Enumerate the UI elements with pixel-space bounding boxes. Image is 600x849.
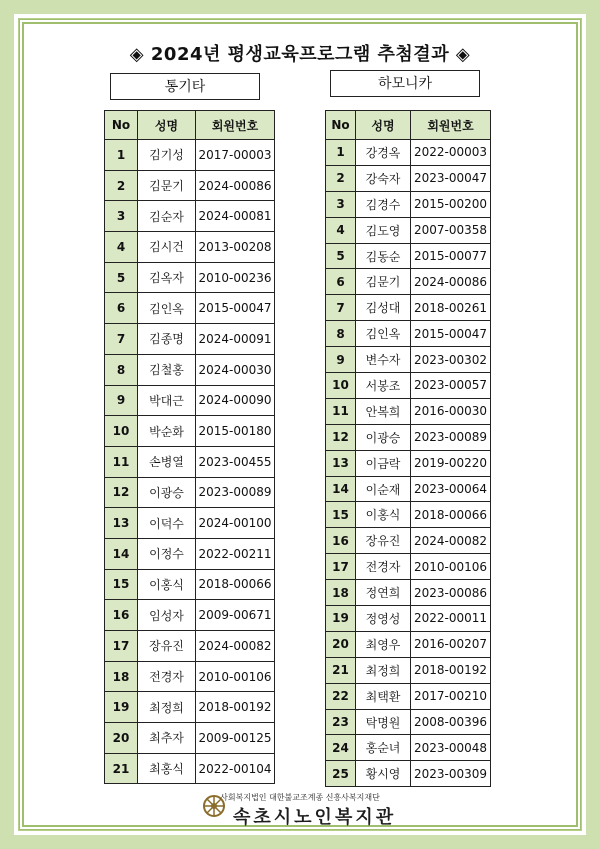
row-number: 1 [105,140,138,171]
row-number: 17 [105,631,138,662]
table-row [105,324,275,355]
row-number: 2 [105,170,138,201]
member-id: 2023-00086 [411,580,491,606]
table-row [326,683,491,709]
table-row [326,321,491,347]
row-number: 7 [105,324,138,355]
member-name: 강경옥 [356,140,411,166]
member-id: 2023-00309 [411,761,491,787]
member-name: 박순화 [138,416,196,447]
program-label-harmonica: 하모니카 [330,70,480,97]
member-id: 2022-00011 [411,606,491,632]
member-id: 2007-00358 [411,217,491,243]
table-row [105,262,275,293]
member-name: 김성대 [356,295,411,321]
table-row [326,191,491,217]
row-number: 20 [326,631,356,657]
row-number: 4 [105,232,138,263]
table-row [105,723,275,754]
member-id: 2022-00003 [411,140,491,166]
row-number: 15 [105,569,138,600]
member-name: 이광승 [356,424,411,450]
row-number: 16 [326,528,356,554]
table-row [326,735,491,761]
member-name: 김동순 [356,243,411,269]
member-name: 전경자 [138,661,196,692]
row-number: 13 [105,508,138,539]
row-number: 23 [326,709,356,735]
guitar-results-table [104,110,275,784]
table-row [105,232,275,263]
table-row [326,217,491,243]
member-name: 정연희 [356,580,411,606]
table-row [326,295,491,321]
member-id: 2013-00208 [196,232,275,263]
member-name: 김종명 [138,324,196,355]
table-row [105,201,275,232]
member-name: 이홍식 [356,502,411,528]
row-number: 14 [105,538,138,569]
member-id: 2017-00003 [196,140,275,171]
member-name: 최추자 [138,723,196,754]
table-row [326,657,491,683]
member-name: 김시건 [138,232,196,263]
member-id: 2016-00207 [411,631,491,657]
table-row [326,269,491,295]
table-row [105,170,275,201]
row-number: 18 [326,580,356,606]
member-name: 김문기 [138,170,196,201]
row-number: 18 [105,661,138,692]
member-name: 김도영 [356,217,411,243]
row-number: 12 [326,424,356,450]
row-number: 5 [105,262,138,293]
table-row [326,424,491,450]
member-name: 홍순녀 [356,735,411,761]
member-id: 2015-00077 [411,243,491,269]
member-id: 2009-00671 [196,600,275,631]
table-row [326,398,491,424]
table-row [105,446,275,477]
row-number: 7 [326,295,356,321]
member-name: 최영우 [356,631,411,657]
member-id: 2016-00030 [411,398,491,424]
row-number: 9 [326,347,356,373]
member-id: 2015-00180 [196,416,275,447]
row-number: 3 [105,201,138,232]
member-name: 이정수 [138,538,196,569]
row-number: 19 [105,692,138,723]
table-row [326,761,491,787]
member-name: 김옥자 [138,262,196,293]
member-name: 이금락 [356,450,411,476]
member-name: 탁명원 [356,709,411,735]
member-id: 2015-00200 [411,191,491,217]
table-row [105,692,275,723]
row-number: 19 [326,606,356,632]
table-row [326,502,491,528]
column-header-no: No [326,111,356,140]
row-number: 1 [326,140,356,166]
table-row [326,580,491,606]
member-id: 2015-00047 [411,321,491,347]
column-header-member-id: 회원번호 [411,111,491,140]
member-id: 2008-00396 [411,709,491,735]
row-number: 10 [326,373,356,399]
member-id: 2022-00211 [196,538,275,569]
organization-name: 속초시노인복지관 [233,807,397,828]
member-name: 김기성 [138,140,196,171]
member-id: 2009-00125 [196,723,275,754]
member-id: 2024-00090 [196,385,275,416]
member-id: 2024-00081 [196,201,275,232]
member-name: 정영성 [356,606,411,632]
row-number: 5 [326,243,356,269]
member-name: 김인옥 [138,293,196,324]
member-name: 강숙자 [356,165,411,191]
table-row [105,569,275,600]
member-id: 2023-00047 [411,165,491,191]
table-row [105,600,275,631]
row-number: 14 [326,476,356,502]
table-row [105,477,275,508]
member-name: 김순자 [138,201,196,232]
row-number: 2 [326,165,356,191]
table-row [105,538,275,569]
program-label-guitar: 통기타 [110,73,260,100]
member-id: 2018-00261 [411,295,491,321]
table-row [326,476,491,502]
row-number: 15 [326,502,356,528]
row-number: 12 [105,477,138,508]
column-header-member-id: 회원번호 [196,111,275,140]
border-pattern [18,18,582,831]
member-name: 김경수 [356,191,411,217]
row-number: 9 [105,385,138,416]
member-id: 2023-00089 [411,424,491,450]
table-row [105,354,275,385]
member-id: 2010-00106 [196,661,275,692]
table-row [105,753,275,784]
member-id: 2010-00106 [411,554,491,580]
member-name: 임성자 [138,600,196,631]
member-id: 2015-00047 [196,293,275,324]
member-name: 최홍식 [138,753,196,784]
row-number: 17 [326,554,356,580]
member-name: 변수자 [356,347,411,373]
table-row [326,140,491,166]
member-id: 2023-00057 [411,373,491,399]
member-name: 손병열 [138,446,196,477]
table-header-row [326,111,491,140]
member-name: 서봉조 [356,373,411,399]
member-id: 2024-00100 [196,508,275,539]
member-name: 박대근 [138,385,196,416]
member-id: 2024-00086 [196,170,275,201]
member-id: 2023-00064 [411,476,491,502]
row-number: 11 [326,398,356,424]
member-id: 2024-00091 [196,324,275,355]
member-id: 2023-00302 [411,347,491,373]
table-row [326,347,491,373]
table-row [105,661,275,692]
member-id: 2022-00104 [196,753,275,784]
table-row [105,508,275,539]
column-header-no: No [105,111,138,140]
row-number: 11 [105,446,138,477]
row-number: 8 [105,354,138,385]
member-id: 2023-00089 [196,477,275,508]
table-row [326,554,491,580]
member-name: 김철홍 [138,354,196,385]
member-id: 2023-00048 [411,735,491,761]
member-name: 이광승 [138,477,196,508]
column-header-name: 성명 [138,111,196,140]
organization-subtitle: 사회복지법인 대한불교조계종 신흥사복지재단 [220,793,380,802]
member-name: 김인옥 [356,321,411,347]
member-name: 이덕수 [138,508,196,539]
member-id: 2017-00210 [411,683,491,709]
table-row [105,385,275,416]
row-number: 4 [326,217,356,243]
row-number: 13 [326,450,356,476]
row-number: 6 [326,269,356,295]
member-name: 장유진 [356,528,411,554]
member-name: 이홍식 [138,569,196,600]
row-number: 22 [326,683,356,709]
member-name: 안복희 [356,398,411,424]
member-id: 2023-00455 [196,446,275,477]
member-id: 2024-00030 [196,354,275,385]
table-row [326,165,491,191]
row-number: 24 [326,735,356,761]
table-row [326,528,491,554]
member-name: 최정희 [356,657,411,683]
row-number: 16 [105,600,138,631]
row-number: 21 [326,657,356,683]
member-name: 전경자 [356,554,411,580]
member-id: 2024-00086 [411,269,491,295]
member-id: 2010-00236 [196,262,275,293]
table-row [105,416,275,447]
harmonica-results-table [325,110,491,787]
member-id: 2019-00220 [411,450,491,476]
table-row [105,140,275,171]
member-name: 최택환 [356,683,411,709]
member-id: 2018-00192 [411,657,491,683]
member-id: 2024-00082 [196,631,275,662]
row-number: 21 [105,753,138,784]
row-number: 8 [326,321,356,347]
row-number: 3 [326,191,356,217]
member-id: 2018-00066 [411,502,491,528]
row-number: 20 [105,723,138,754]
table-row [326,606,491,632]
table-row [105,631,275,662]
member-id: 2018-00192 [196,692,275,723]
row-number: 25 [326,761,356,787]
member-name: 황시영 [356,761,411,787]
member-name: 최정희 [138,692,196,723]
member-id: 2018-00066 [196,569,275,600]
table-row [105,293,275,324]
member-name: 김문기 [356,269,411,295]
table-row [326,631,491,657]
column-header-name: 성명 [356,111,411,140]
row-number: 6 [105,293,138,324]
table-row [326,373,491,399]
member-id: 2024-00082 [411,528,491,554]
row-number: 10 [105,416,138,447]
page-title: ◈ 2024년 평생교육프로그램 추첨결과 ◈ [129,44,471,65]
member-name: 이순재 [356,476,411,502]
member-name: 장유진 [138,631,196,662]
table-row [326,450,491,476]
table-row [326,243,491,269]
table-row [326,709,491,735]
table-header-row [105,111,275,140]
